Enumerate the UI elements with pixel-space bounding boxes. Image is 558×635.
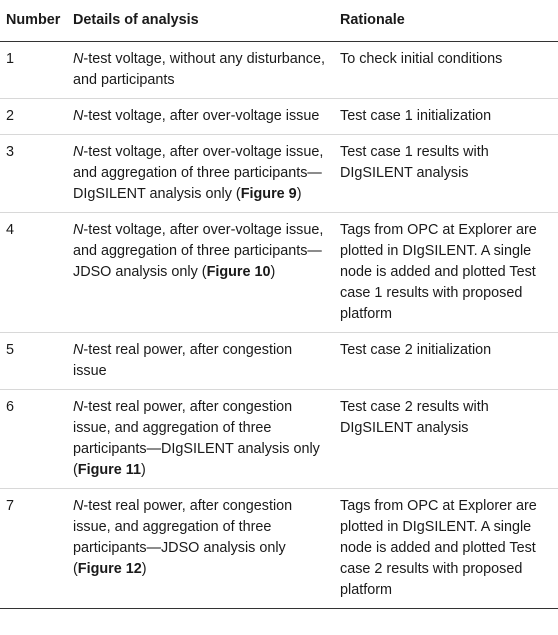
details-italic: N	[73, 222, 84, 238]
figure-reference: Figure 9	[240, 186, 297, 202]
details-text: -test voltage, after over-voltage issue, and aggregation of three participants—DIgSILENT analysis only	[73, 144, 324, 202]
row-rationale: Test case 1 results with DIgSILENT analysis	[334, 135, 558, 213]
row-details	[73, 213, 334, 333]
table-row	[0, 213, 558, 333]
row-details	[73, 333, 334, 390]
details-text: -test real power, after congestion issue, and aggregation of three participants—JDSO analysis only	[73, 498, 293, 556]
details-italic: N	[73, 399, 84, 415]
row-rationale: Test case 1 initialization	[334, 99, 558, 135]
details-open-paren: (	[201, 264, 207, 280]
row-number: 1	[0, 42, 73, 99]
details-italic: N	[73, 342, 84, 358]
row-details	[73, 489, 334, 609]
row-details	[73, 135, 334, 213]
details-close-paren: )	[296, 186, 302, 202]
details-italic: N	[73, 144, 84, 160]
table-row	[0, 333, 558, 390]
table-row	[0, 489, 558, 609]
details-close-paren: )	[270, 264, 276, 280]
details-text: -test voltage, after over-voltage issue	[83, 108, 320, 124]
row-rationale: Test case 2 initialization	[334, 333, 558, 390]
table-row	[0, 135, 558, 213]
details-italic: N	[73, 108, 84, 124]
details-open-paren: (	[73, 462, 78, 478]
header-details: Details of analysis	[73, 0, 334, 42]
row-number: 2	[0, 99, 73, 135]
details-open-paren: (	[235, 186, 241, 202]
row-number: 4	[0, 213, 73, 333]
row-rationale: To check initial conditions	[334, 42, 558, 99]
row-rationale: Tags from OPC at Explorer are plotted in DIgSILENT. A single node is added and plotted Test case 2 results with proposed platform	[334, 489, 558, 609]
row-details	[73, 390, 334, 489]
row-details	[73, 42, 334, 99]
details-text: -test voltage, after over-voltage issue, and aggregation of three participants—JDSO analysis only	[73, 222, 324, 280]
table-row	[0, 99, 558, 135]
details-text: -test voltage, without any disturbance, and participants	[73, 51, 325, 88]
details-italic: N	[73, 498, 84, 514]
row-rationale: Test case 2 results with DIgSILENT analysis	[334, 390, 558, 489]
header-row	[0, 0, 558, 42]
row-number: 6	[0, 390, 73, 489]
figure-reference: Figure 10	[206, 264, 271, 280]
header-number: Number	[0, 0, 73, 42]
figure-reference: Figure 11	[77, 462, 141, 478]
details-italic: N	[73, 51, 84, 67]
details-close-paren: )	[140, 462, 146, 478]
details-open-paren: (	[73, 561, 78, 577]
figure-reference: Figure 12	[77, 561, 142, 577]
table-body	[0, 42, 558, 609]
table-row	[0, 42, 558, 99]
table-header	[0, 0, 558, 42]
header-rationale: Rationale	[334, 0, 558, 42]
row-details	[73, 99, 334, 135]
row-number: 3	[0, 135, 73, 213]
row-number: 5	[0, 333, 73, 390]
table-row	[0, 390, 558, 489]
details-text: -test real power, after congestion issue	[73, 342, 293, 379]
row-rationale: Tags from OPC at Explorer are plotted in DIgSILENT. A single node is added and plotted Test case 1 results with proposed platform	[334, 213, 558, 333]
details-close-paren: )	[141, 561, 147, 577]
details-text: -test real power, after congestion issue, and aggregation of three participants—DIgSILENT analysis only	[73, 399, 320, 457]
row-number: 7	[0, 489, 73, 609]
